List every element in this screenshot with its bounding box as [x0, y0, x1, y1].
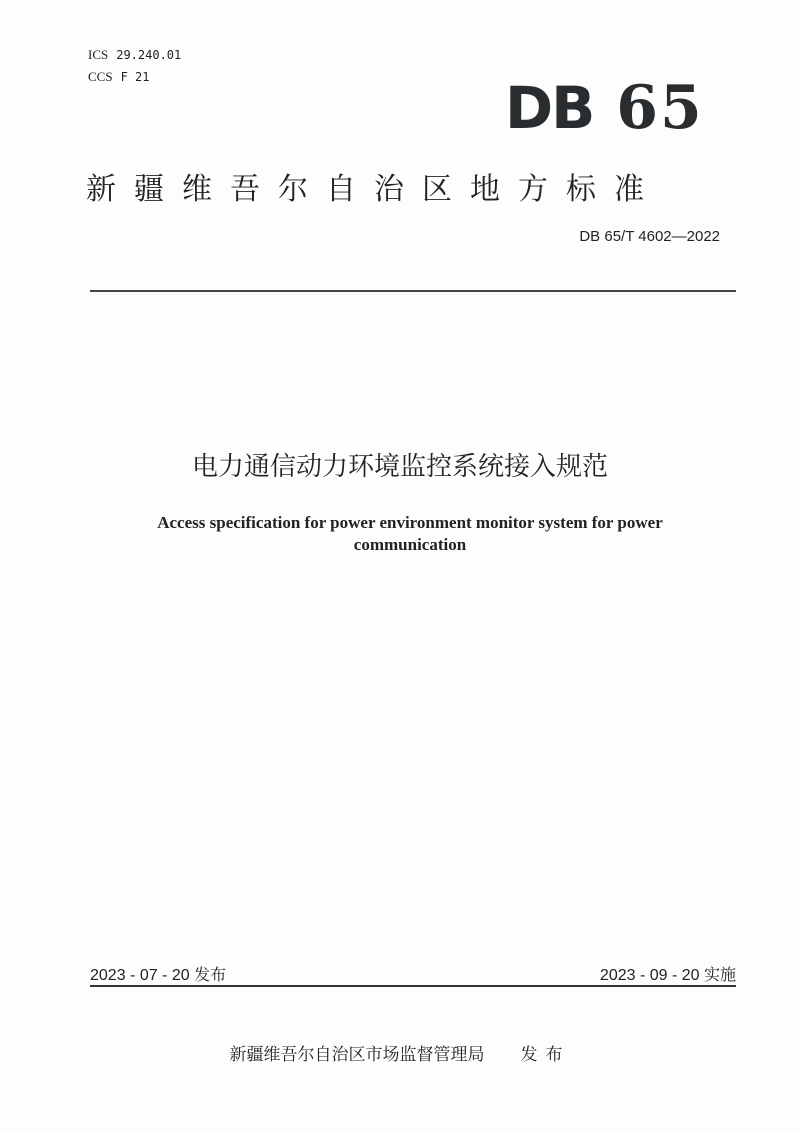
publish-date: 2023 - 07 - 20 发布 — [90, 967, 227, 984]
ics-label: ICS — [88, 47, 109, 62]
ccs-code — [88, 66, 181, 88]
top-divider — [90, 290, 736, 292]
logo-number: 65 — [616, 73, 704, 143]
issuer — [0, 1040, 800, 1065]
ics-value: 29.240.01 — [116, 48, 182, 62]
issuer-name: 新疆维吾尔自治区市场监督管理局 — [229, 1045, 485, 1065]
ics-code — [88, 44, 181, 66]
logo-db: DB — [505, 74, 594, 142]
issuer-action: 发布 — [520, 1045, 571, 1065]
chinese-title: 电力通信动力环境监控系统接入规范 — [191, 452, 608, 482]
ccs-value: F 21 — [120, 70, 150, 84]
db65-logo — [505, 73, 704, 143]
bottom-divider — [90, 985, 736, 987]
ccs-label: CCS — [88, 69, 113, 84]
implement-date: 2023 - 09 - 20 实施 — [599, 967, 736, 984]
standard-type-title: 新疆维吾尔自治区地方标准 — [86, 172, 662, 207]
english-title: Access specification for power environment monitor system for power communication — [157, 513, 663, 554]
standard-number: DB 65/T 4602—2022 — [579, 228, 720, 245]
classification-codes — [88, 44, 181, 88]
